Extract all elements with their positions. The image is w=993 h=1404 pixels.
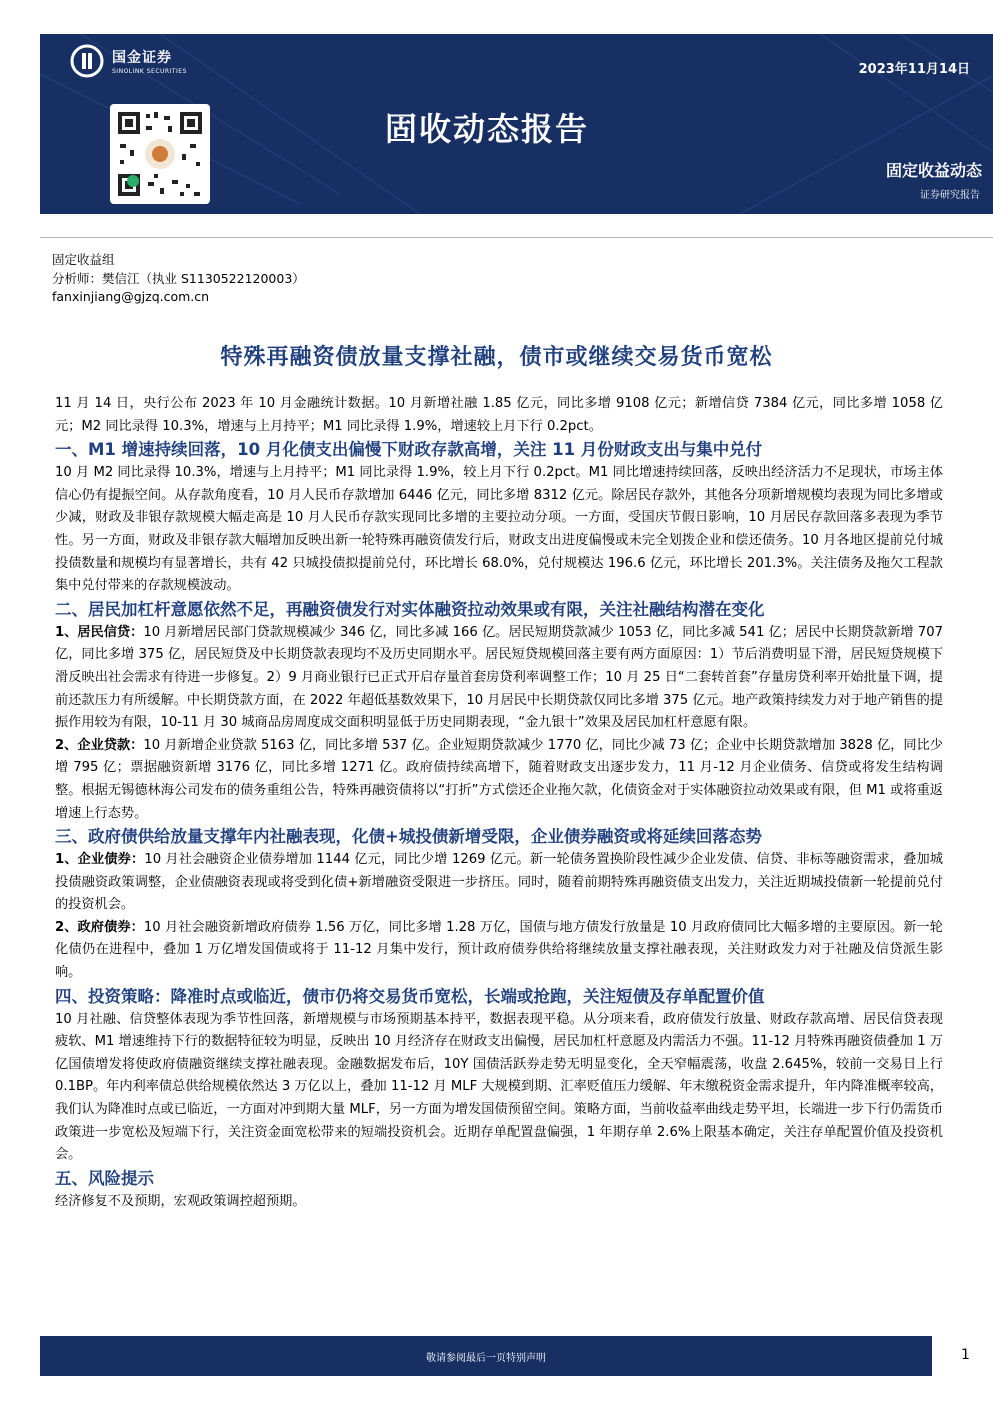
footer-bar [40,1336,932,1376]
paragraph-text: 10 月新增居民部门贷款规模减少 346 亿，同比多减 166 亿。居民短期贷款减少 1053 亿，同比多减 541 亿；居民中长期贷款新增 707 亿，同比多增 375 亿，居民短贷及中长期贷款表现均不及历史同期水平。居民短贷规模回落主要有两方面原因：1）节后消费明显下滑，居民短贷规模下滑反映出社会需求有待进一步修复。2）9 月商业银行已正式开启存量首套房贷利率调整工作；10 月 25 日“二套转首套”存量房贷利率开始批量下调，提前还款压力有所缓解。中长期贷款方面，在 2022 年超低基数效果下，10 月居民中长期贷款仅同比多增 375 亿元。地产政策持续发力对于地产销售的提振作用较为有限，10-11 月 30 城商品房周度成交面积明显低于历史同期表现，“金九银十”效果及居民加杠杆意愿有限。 [55,624,943,731]
paragraph-lead: 1、居民信贷： [55,624,144,640]
report-title: 固收动态报告 [385,110,590,148]
paragraph-text: 10 月新增企业贷款 5163 亿，同比多增 537 亿。企业短期贷款减少 1770 亿，同比少减 73 亿；企业中长期贷款增加 3828 亿，同比少增 795 亿；票据融资新增 3176 亿，同比多增 1271 亿。政府债持续高增下，随着财政支出逐步发力，11 月-12 月企业债务、信贷或将发生结构调整。根据无锡德林海公司发布的债务重组公告，特殊再融资债将以“打折”方式偿还企业拖欠款，化债资金对于实体融资拉动效果或有限，但 M1 或将重返增速上行态势。 [55,737,943,821]
report-banner [40,34,993,214]
section-paragraph [55,849,943,917]
paragraph-lead: 2、政府债券： [55,919,144,935]
paragraph-lead: 1、企业债券： [55,852,145,868]
section-heading: 二、居民加杠杆意愿依然不足，再融资债发行对实体融资拉动效果或有限，关注社融结构潜在变化 [55,599,765,619]
report-body [55,393,943,1213]
section-paragraph [55,1009,943,1167]
footer-disclaimer: 敬请参阅最后一页特别声明 [426,1352,546,1364]
author-block [52,251,305,307]
paragraph-text: 经济修复不及预期，宏观政策调控超预期。 [55,1193,306,1209]
report-date: 2023年11月14日 [858,62,970,77]
report-type: 固定收益动态 [885,161,982,180]
section-paragraph [55,622,943,735]
company-logo [70,44,187,78]
section-paragraph [55,917,943,985]
intro-paragraph: 11 月 14 日，央行公布 2023 年 10 月金融统计数据。10 月新增社融 1.85 亿元，同比多增 9108 亿元；新增信贷 7384 亿元，同比多增 1058 亿元；M2 同比录得 10.3%，增速与上月持平；M1 同比录得 1.9%，增速较上月下行 0.2pct。 [55,396,943,434]
section-paragraph [55,462,943,598]
report-subtype: 证券研究报告 [920,190,980,201]
section-paragraph [55,735,943,825]
paragraph-text: 10 月社会融资新增政府债券 1.56 万亿，同比多增 1.28 万亿，国债与地方债发行放量是 10 月政府债同比大幅多增的主要原因。新一轮化债仍在进程中，叠加 1 万亿增发国债或将于 11-12 月集中发行，预计政府债券供给将继续放量支撑社融表现，关注财政发力对于社融及信贷派生影响。 [55,919,943,981]
paragraph-text: 10 月 M2 同比录得 10.3%，增速与上月持平；M1 同比录得 1.9%，较上月下行 0.2pct。M1 同比增速持续回落，反映出经济活力不足现状，市场主体信心仍有提振空间。从存款角度看，10 月人民币存款增加 6446 亿元，同比多增 8312 亿元。除居民存款外，其他各分项新增规模均表现为同比多增或少减，财政及非银存款规模大幅走高是 10 月人民币存款实现同比多增的主要拉动分项。一方面，受国庆节假日影响，10 月居民存款回落多表现为季节性。另一方面，财政及非银存款大幅增加反映出新一轮特殊再融资债发行后，财政支出进度偏慢或未完全划拨企业和偿还债务。10 月各地区提前兑付城投债数量和规模均有显著增长，共有 42 只城投债拟提前兑付，环比增长 68.0%，兑付规模达 196.6 亿元，环比增长 201.3%。关注债务及拖欠工程款集中兑付带来的存款规模波动。 [55,465,943,594]
paragraph-text: 10 月社融、信贷整体表现为季节性回落，新增规模与市场预期基本持平，数据表现平稳。从分项来看，政府债发行放量、财政存款高增、居民信贷表现疲软、M1 增速维持下行的数据特征较为明显，反映出 10 月经济存在财政支出偏慢，居民加杠杆意愿及内需活力不强。11-12 月特殊再融资债叠加 1 万亿国债增发将使政府债融资继续支撑社融表现。金融数据发布后，10Y 国债活跃券走势无明显变化，全天窄幅震荡，收盘 2.645%，较前一交易日上行 0.1BP。年内利率债总供给规模依然达 3 万亿以上，叠加 11-12 月 MLF 大规模到期、汇率贬值压力缓解、年末缴税资金需求提升，年内降准概率较高，我们认为降准时点或已临近，一方面对冲到期大量 MLF，另一方面为增发国债预留空间。策略方面，当前收益率曲线走势平坦，长端进一步下行仍需货币政策进一步宽松及短端下行，关注资金面宽松带来的短端投资机会。近期存单配置盘偏强，1 年期存单 2.6%上限基本确定，关注存单配置价值及投资机会。 [55,1011,943,1163]
section-heading: 四、投资策略：降准时点或临近，债市仍将交易货币宽松，长端或抢跑，关注短债及存单配置价值 [55,986,765,1006]
analyst-name: 分析师：樊信江（执业 S1130522120003） [52,270,305,286]
section-heading: 三、政府债供给放量支撑年内社融表现，化债+城投债新增受限，企业债券融资或将延续回落态势 [55,827,762,847]
logo-english-name: SINOLINK SECURITIES [112,68,187,75]
section-heading: 一、M1 增速持续回落，10 月化债支出偏慢下财政存款高增，关注 11 月份财政支出与集中兑付 [55,440,763,460]
research-group: 固定收益组 [52,252,115,267]
page-number: 1 [961,1347,970,1363]
qr-code-icon [110,104,210,204]
section-heading: 五、风险提示 [55,1168,154,1188]
section-paragraph [55,1191,943,1214]
logo-chinese-name: 国金证券 [112,50,172,66]
paragraph-text: 10 月社会融资企业债券增加 1144 亿元，同比少增 1269 亿元。新一轮债务置换阶段性减少企业发债、信贷、非标等融资需求，叠加城投债融资政策调整，企业债融资表现或将受到化债+新增融资受限进一步挤压。同时，随着前期特殊再融资债支出发力，关注近期城投债新一轮提前兑付的投资机会。 [55,852,943,913]
paragraph-lead: 2、企业贷款： [55,737,144,753]
logo-mark-icon [70,44,104,78]
article-title: 特殊再融资债放量支撑社融，债市或继续交易货币宽松 [220,345,773,370]
header-divider [40,237,993,238]
analyst-email: fanxinjiang@gjzq.com.cn [52,289,210,304]
